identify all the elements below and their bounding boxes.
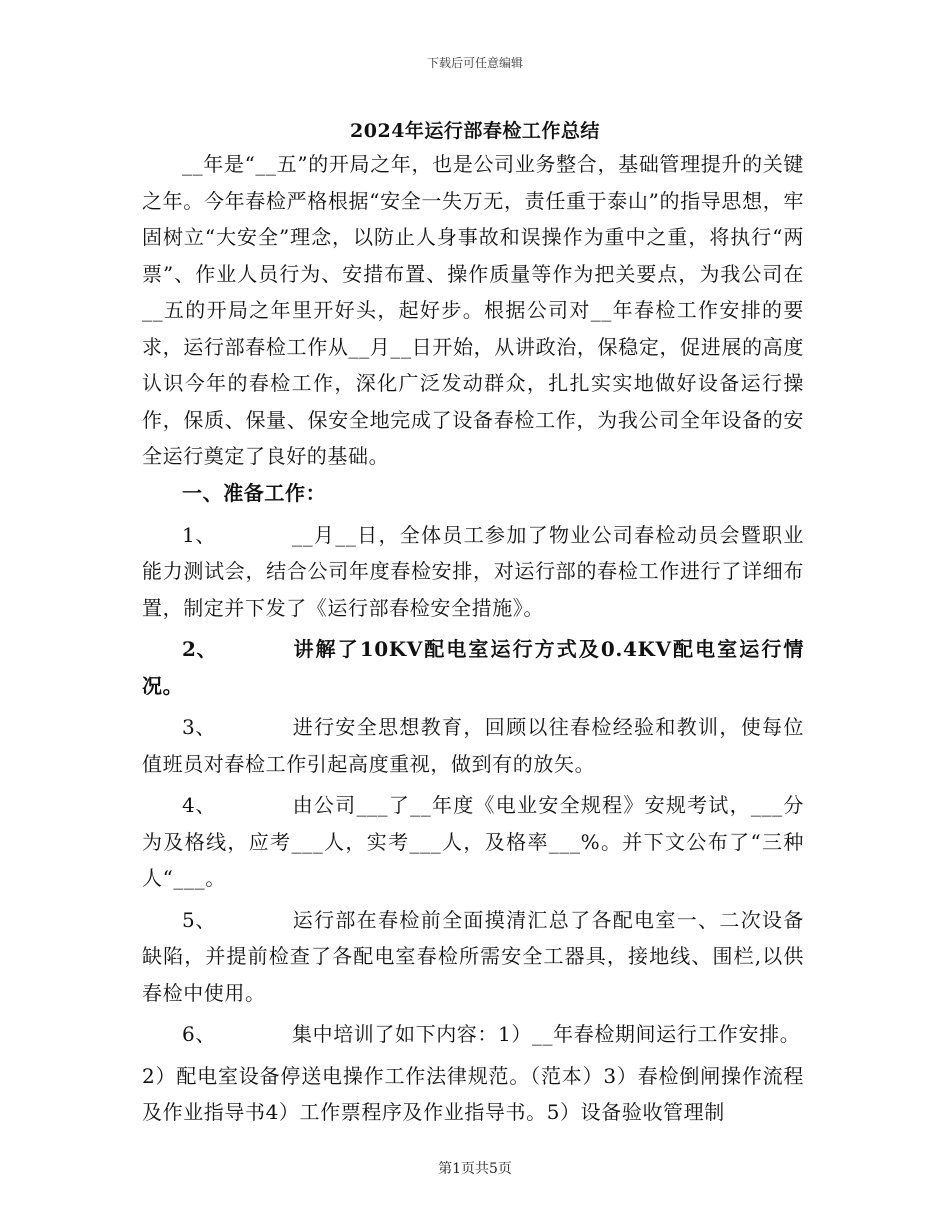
section-heading: 一、准备工作： [182,481,327,505]
item-number: 1、 [182,522,216,547]
intro-paragraph: __年是“__五”的开局之年，也是公司业务整合，基础管理提升的关键之年。今年春检严格根据“安全一失万无，责任重于泰山”的指导思想，牢固树立“大安全”理念，以防止人身事故和误操作为重中之重，将执行“两票”、作业人员行为、安措布置、操作质量等作为把关要点，为我公司在__五的开局之年里开好头，起好步。根据公司对__年春检工作安排的要求，运行部春检工作从__月__日开始，从讲政治，保稳定，促进展的高度认识今年的春检工作，深化广泛发动群众，扎扎实实地做好设备运行操作，保质、保量、保安全地完成了设备春检工作，为我公司全年设备的安全运行奠定了良好的基础。 [142,152,804,468]
item-number: 3、 [182,715,216,739]
item-number: 6、 [182,1022,216,1046]
item-number: 4、 [182,793,216,817]
page-header: 下载后可任意编辑 [426,56,523,70]
continuation-paragraph: 2）配电室设备停送电操作工作法律规范。（范本）3）春检倒闸操作流程及作业指导书4）工作票程序及作业指导书。5）设备验收管理制 [142,1063,804,1124]
item-number: 2、 [182,637,218,661]
list-item [142,1016,804,1053]
list-item [142,631,804,704]
item-text: 进行安全思想教育，回顾以往春检经验和教训，使每位值班员对春检工作引起高度重视，做到有的放矢。 [142,715,804,776]
item-number: 5、 [182,907,216,932]
list-item [142,787,804,897]
item-text: 由公司___了__年度《电业安全规程》安规考试，___分为及格线，应考___人，实考___人，及格率___%。并下文公布了“三种人“___。 [142,793,804,890]
page-footer: 第1页共5页 [438,1161,512,1177]
list-item [142,709,804,782]
item-text: __月__日，全体员工参加了物业公司春检动员会暨职业能力测试会，结合公司年度春检安排，对运行部的春检工作进行了详细布置，制定并下发了《运行部春检安全措施》。 [142,522,804,620]
item-text: 讲解了10KV配电室运行方式及0.4KV配电室运行情况。 [142,637,804,698]
document-body [142,146,804,1131]
list-item [142,902,804,1012]
item-text: 运行部在春检前全面摸清汇总了各配电室一、二次设备缺陷，并提前检查了各配电室春检所需安全工器具，接地线、围栏,以供春检中使用。 [142,907,804,1005]
document-title: 2024年运行部春检工作总结 [350,120,600,142]
item-text: 集中培训了如下内容：1）__年春检期间运行工作安排。 [292,1022,801,1046]
list-item [142,517,804,627]
